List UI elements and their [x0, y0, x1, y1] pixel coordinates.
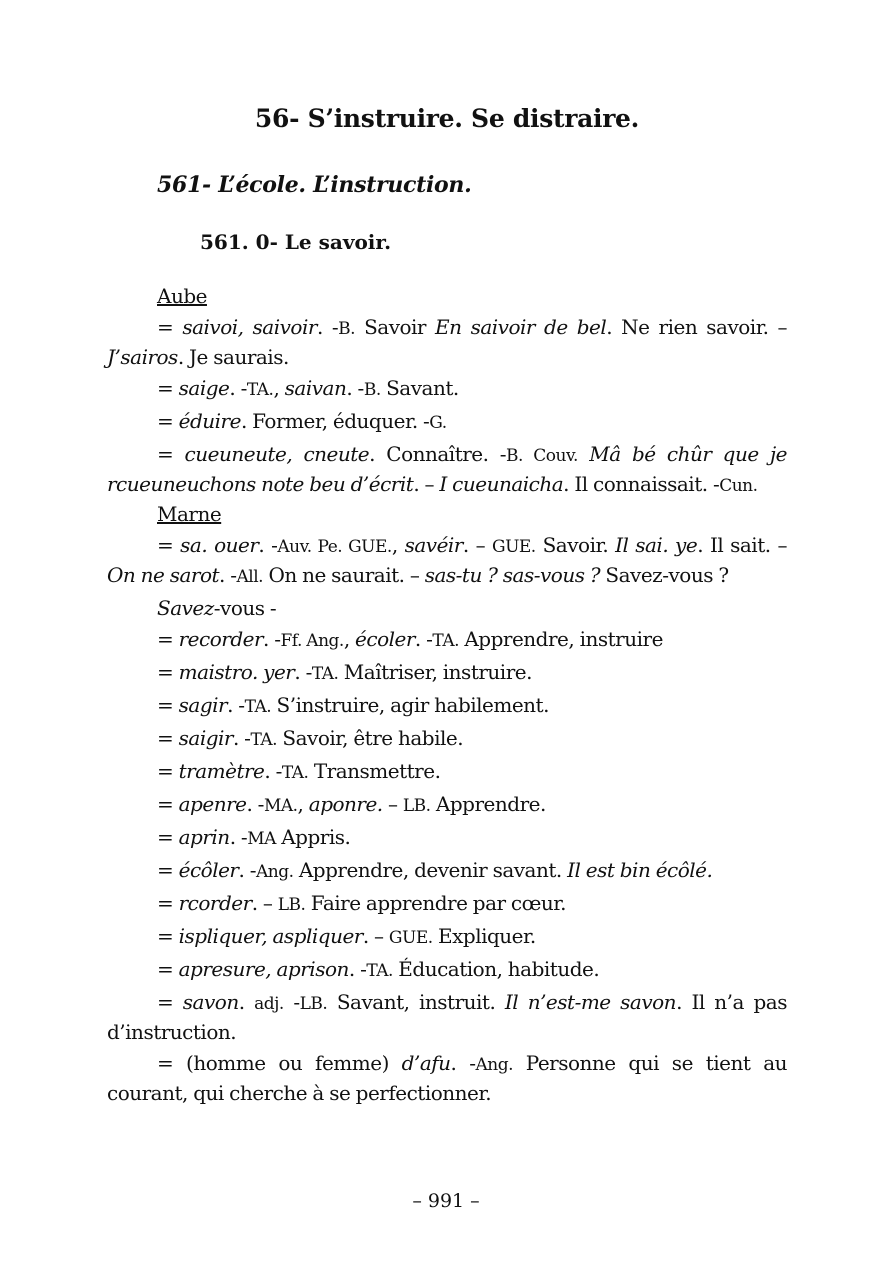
- dictionary-body: [107, 282, 787, 1107]
- entry-text: . –: [362, 924, 389, 948]
- entry-text: =: [157, 693, 179, 717]
- dictionary-entry: [107, 757, 787, 787]
- entries-marne: [107, 531, 787, 1107]
- entry-text: =: [157, 792, 179, 816]
- entry-source: Ang.: [255, 862, 294, 882]
- entry-source: Auv. Pe. GUE.: [277, 537, 392, 557]
- entry-text: S’instruire, agir habilement.: [271, 693, 549, 717]
- entry-term: éduire: [178, 409, 241, 433]
- entry-term: saivoi, saivoir: [182, 315, 317, 339]
- entry-text: . –: [413, 472, 440, 496]
- entry-text: . -: [232, 726, 251, 750]
- entry-text: =: [157, 627, 179, 651]
- entry-term: recorder: [178, 627, 264, 651]
- entry-text: =: [157, 858, 179, 882]
- entry-term: écoler: [355, 627, 415, 651]
- entry-text: ,: [391, 533, 405, 557]
- entry-source: TA.: [432, 631, 459, 651]
- entry-text: =: [157, 891, 179, 915]
- entry-term: saivan: [284, 376, 347, 400]
- entry-text: [578, 442, 589, 466]
- entry-term: savon: [182, 990, 239, 1014]
- entry-text: =: [157, 442, 185, 466]
- entry-term: Il sai. ye: [615, 533, 698, 557]
- entry-text: . Je saurais.: [177, 345, 289, 369]
- entry-text: . Il n’a pas d’instruction.: [107, 990, 787, 1044]
- entry-source: Cun.: [719, 476, 758, 496]
- entry-source: LB.: [277, 895, 306, 915]
- entry-source: Ang.: [475, 1055, 513, 1075]
- entry-text: ,: [297, 792, 309, 816]
- entry-term: Savez: [157, 596, 214, 620]
- entry-term: I cueunaicha: [439, 472, 564, 496]
- dictionary-entry: [107, 374, 787, 404]
- entry-text: . -: [348, 957, 367, 981]
- entry-source: adj.: [254, 994, 284, 1014]
- entry-text: =: [157, 533, 181, 557]
- entry-text: =: [157, 376, 179, 400]
- entry-term: Mâ bé chûr que je rcueuneuchons note beu d’écrit: [107, 442, 788, 496]
- entry-term: Il est bin écôlé.: [567, 858, 713, 882]
- entry-text: . –: [251, 891, 278, 915]
- entry-text: Savoir, être habile.: [277, 726, 464, 750]
- entry-term: aprin: [178, 825, 230, 849]
- entry-source: MA.: [263, 796, 298, 816]
- entry-term: d’afu: [401, 1051, 451, 1075]
- dictionary-entry: [107, 594, 787, 622]
- entry-text: Apprendre, instruire: [459, 627, 663, 651]
- entry-text: . -: [264, 759, 282, 783]
- entry-text: Transmettre.: [308, 759, 441, 783]
- entry-text: . -: [258, 533, 278, 557]
- dictionary-entry: [107, 724, 787, 754]
- entry-text: =: [157, 759, 179, 783]
- entry-text: . -: [229, 376, 247, 400]
- dictionary-entry: [107, 407, 787, 437]
- entry-text: . -: [316, 315, 339, 339]
- entry-text: . Ne rien savoir. –: [606, 315, 787, 339]
- dictionary-entry: [107, 790, 787, 820]
- entry-text: . -: [238, 858, 256, 882]
- entry-text: . Former, éduquer. -: [240, 409, 430, 433]
- entry-term: sa. ouer: [180, 533, 259, 557]
- entry-text: = (homme ou femme): [157, 1051, 402, 1075]
- entry-source: B.: [363, 380, 381, 400]
- entry-text: . Connaître. -: [369, 442, 507, 466]
- entry-text: . -: [450, 1051, 476, 1075]
- entry-text: =: [157, 957, 179, 981]
- entry-text: On ne saurait. –: [263, 563, 425, 587]
- entry-text: . Il connaissait. -: [563, 472, 720, 496]
- dictionary-entry: [107, 625, 787, 655]
- entry-term: En saivoir de bel: [435, 315, 607, 339]
- entry-source: LB.: [299, 994, 328, 1014]
- entry-source: TA.: [366, 961, 393, 981]
- entry-text: Éducation, habitude.: [392, 957, 600, 981]
- entry-text: . -: [229, 825, 248, 849]
- entry-text: . -: [294, 660, 312, 684]
- entry-text: =: [157, 726, 179, 750]
- entry-term: saige: [178, 376, 230, 400]
- entry-text: . -: [246, 792, 264, 816]
- entry-source: MA: [247, 829, 276, 849]
- dictionary-entry: [107, 955, 787, 985]
- entry-text: Faire apprendre par cœur.: [305, 891, 566, 915]
- entry-term: rcorder: [178, 891, 252, 915]
- section-heading: 56- S’instruire. Se distraire.: [254, 104, 640, 133]
- entry-text: ,: [343, 627, 356, 651]
- entry-source: B.: [338, 319, 356, 339]
- dictionary-entry: [107, 531, 787, 591]
- entry-text: Maîtriser, instruire.: [338, 660, 532, 684]
- entry-text: Apprendre, devenir savant.: [293, 858, 568, 882]
- dictionary-entry: [107, 922, 787, 952]
- entry-source: TA.: [246, 380, 274, 400]
- entry-text: .: [238, 990, 255, 1014]
- entry-term: On ne sarot: [107, 563, 220, 587]
- entry-text: Savant, instruit.: [327, 990, 505, 1014]
- entry-text: =: [157, 315, 183, 339]
- entry-text: Savoir.: [535, 533, 616, 557]
- page-number: – 991 –: [412, 1190, 480, 1212]
- entry-source: TA.: [250, 730, 278, 750]
- dictionary-entry: [107, 889, 787, 919]
- entry-source: TA.: [244, 697, 272, 717]
- entry-term: J’sairos: [107, 345, 178, 369]
- entry-term: saigir: [178, 726, 233, 750]
- entry-source: G.: [429, 413, 447, 433]
- entry-text: -vous -: [213, 596, 277, 620]
- entry-text: =: [157, 990, 183, 1014]
- entry-text: Expliquer.: [432, 924, 536, 948]
- entry-text: Savoir: [355, 315, 436, 339]
- entry-term: tramètre: [178, 759, 265, 783]
- entry-text: Appris.: [275, 825, 351, 849]
- dictionary-entry: [107, 658, 787, 688]
- entry-term: ispliquer, aspliquer: [178, 924, 363, 948]
- entry-text: . -: [227, 693, 245, 717]
- dictionary-entry: [107, 988, 787, 1046]
- subsubsection-heading: 561. 0- Le savoir.: [200, 230, 392, 254]
- entry-text: . -: [263, 627, 281, 651]
- entry-text: . -: [219, 563, 237, 587]
- dictionary-entry: [107, 691, 787, 721]
- entry-text: -: [283, 990, 300, 1014]
- dictionary-entry: [107, 440, 787, 500]
- entry-text: =: [157, 409, 179, 433]
- entries-aube: [107, 313, 787, 500]
- entry-text: =: [157, 924, 179, 948]
- entry-text: . -: [414, 627, 433, 651]
- entry-text: . –: [462, 533, 492, 557]
- entry-term: sagir: [178, 693, 228, 717]
- entry-text: Savant.: [380, 376, 459, 400]
- entry-source: B. Couv.: [506, 446, 578, 466]
- entry-term: écôler: [178, 858, 239, 882]
- entry-term: cueuneute, cneute: [184, 442, 370, 466]
- entry-source: LB.: [402, 796, 431, 816]
- entry-text: Savez-vous ?: [600, 563, 729, 587]
- entry-term: sas-tu ? sas-vous ?: [424, 563, 601, 587]
- entry-term: apenre: [178, 792, 247, 816]
- dictionary-entry: [107, 313, 787, 371]
- entry-term: Il n’est-me savon: [504, 990, 677, 1014]
- entry-text: =: [157, 660, 179, 684]
- entry-term: aponre.: [308, 792, 383, 816]
- subsection-heading: 561- L’école. L’instruction.: [157, 172, 472, 198]
- entry-text: Apprendre.: [430, 792, 546, 816]
- entry-source: TA.: [281, 763, 309, 783]
- region-label-aube: Aube: [157, 284, 207, 308]
- entry-text: ,: [273, 376, 285, 400]
- entry-source: TA.: [311, 664, 339, 684]
- entry-text: Personne qui se tient au courant, qui cherche à se perfectionner.: [107, 1051, 787, 1105]
- entry-term: apresure, aprison: [178, 957, 349, 981]
- dictionary-entry: [107, 1049, 787, 1107]
- entry-source: All.: [236, 567, 264, 587]
- entry-text: –: [382, 792, 403, 816]
- entry-source: GUE.: [491, 537, 536, 557]
- dictionary-entry: [107, 823, 787, 853]
- dictionary-entry: [107, 856, 787, 886]
- entry-term: maistro. yer: [178, 660, 295, 684]
- entry-text: . -: [346, 376, 364, 400]
- entry-source: Ff. Ang.: [280, 631, 344, 651]
- entry-text: . Il sait. –: [697, 533, 787, 557]
- entry-term: savéir: [404, 533, 463, 557]
- entry-source: GUE.: [388, 928, 433, 948]
- region-label-marne: Marne: [157, 502, 222, 526]
- entry-text: =: [157, 825, 179, 849]
